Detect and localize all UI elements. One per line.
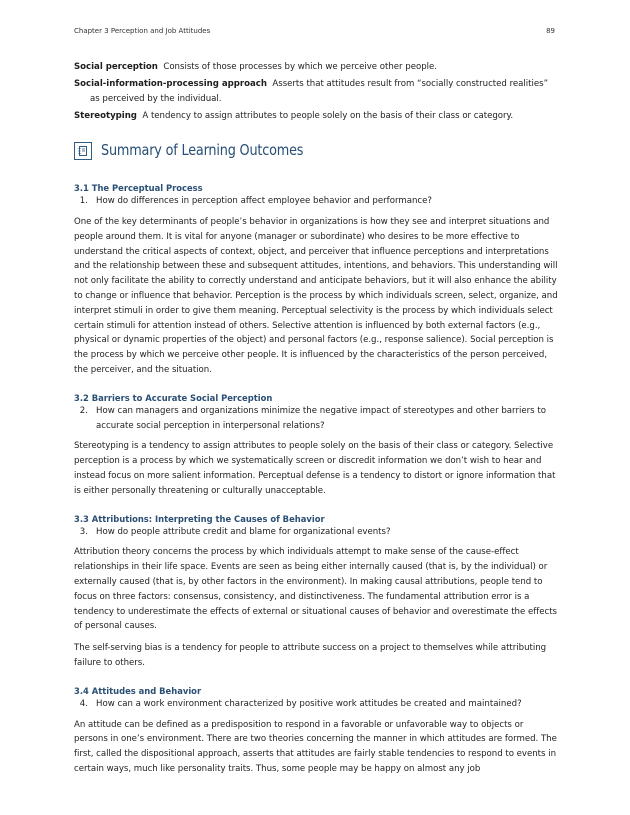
question-text: How do differences in perception affect employee behavior and performance?	[96, 196, 432, 207]
question-text: How can a work environment characterized by positive work attitudes be created and maintained?	[96, 698, 522, 709]
learning-question	[74, 404, 558, 434]
glossary-definition: Consists of those processes by which we perceive other people.	[163, 62, 437, 72]
section-heading: 3.4 Attitudes and Behavior	[74, 685, 202, 696]
glossary-entry	[74, 77, 558, 107]
section-paragraph: Stereotyping is a tendency to assign attributes to people solely on the basis of their class or category. Selective perception is a process by which we systematically screen or discredit information we don’t wish to hear and instead focus on more salient information. Perceptual defense is a tendency to distort or ignore information that is either personally threatening or culturally unacceptable.	[74, 441, 556, 496]
learning-question	[74, 525, 558, 540]
glossary-term: Social-information-processing approach	[74, 79, 267, 90]
section-heading: 3.1 The Perceptual Process	[74, 183, 203, 194]
glossary-term: Stereotyping	[74, 111, 137, 122]
question-number: 3.	[79, 526, 88, 537]
glossary-definition: Asserts that attitudes result from “socially constructed realities” as perceived by the individual.	[90, 79, 549, 105]
question-number: 1.	[79, 196, 88, 207]
notebook-icon	[74, 142, 92, 160]
question-number: 4.	[79, 698, 88, 709]
summary-title: Summary of Learning Outcomes	[101, 141, 304, 160]
glossary-entry	[74, 109, 558, 124]
section-paragraph: The self-serving bias is a tendency for people to attribute success on a project to themselves while attributing failure to others.	[74, 643, 547, 668]
section-paragraph: An attitude can be defined as a predisposition to respond in a favorable or unfavorable way to objects or persons in one’s environment. There are two theories concerning the manner in which attitudes are formed. The first, called the dispositional approach, asserts that attitudes are fairly stable tendencies to respond to events in certain ways, much like personality traits. Thus, some people may be happy on almost any job	[74, 719, 557, 774]
chapter-title: Chapter 3 Perception and Job Attitudes	[74, 27, 211, 35]
glossary-list	[74, 60, 558, 124]
question-text: How can managers and organizations minimize the negative impact of stereotypes and other barriers to accurate social perception in interpersonal relations?	[96, 405, 547, 431]
glossary-definition: A tendency to assign attributes to people solely on the basis of their class or category.	[142, 111, 514, 122]
section-paragraph: One of the key determinants of people’s behavior in organizations is how they see and interpret situations and people around them. It is vital for anyone (manager or subordinate) who desires to be more effective to understand the critical aspects of context, object, and perceiver that influence perceptions and interpretations and the relationship between these and subsequent attitudes, intentions, and behaviors. This understanding will not only facilitate the ability to correctly understand and anticipate behaviors, but it will also enhance the ability to change or influence that behavior. Perception is the process by which individuals screen, select, organize, and interpret stimuli in order to give them meaning. Perceptual selectivity is the process by which individuals select certain stimuli for attention instead of others. Selective attention is influenced by both external factors (e.g., physical or dynamic properties of the object) and personal factors (e.g., response salience). Social perception is the process by which we perceive other people. It is influenced by the characteristics of the person perceived, the perceiver, and the situation.	[74, 216, 558, 375]
section-paragraph: Attribution theory concerns the process by which individuals attempt to make sense of the cause-effect relationships in their life space. Events are seen as being either internally caused (that is, by the individual) or externally caused (that is, by other factors in the environment). In making causal attributions, people tend to focus on three factors: consensus, consistency, and distinctiveness. The fundamental attribution error is a tendency to underestimate the effects of external or situational causes of behavior and overestimate the effects of personal causes.	[74, 547, 558, 632]
learning-question	[74, 194, 558, 209]
page-content	[74, 60, 558, 784]
running-head	[74, 27, 555, 39]
learning-question	[74, 697, 558, 712]
section-heading: 3.3 Attributions: Interpreting the Causes of Behavior	[74, 513, 325, 524]
page-number: 89	[546, 27, 555, 35]
glossary-entry	[74, 60, 558, 75]
section-heading: 3.2 Barriers to Accurate Social Perception	[74, 392, 273, 403]
question-number: 2.	[79, 405, 88, 416]
question-text: How do people attribute credit and blame for organizational events?	[96, 526, 391, 537]
glossary-term: Social perception	[74, 62, 158, 72]
summary-header	[74, 142, 558, 172]
